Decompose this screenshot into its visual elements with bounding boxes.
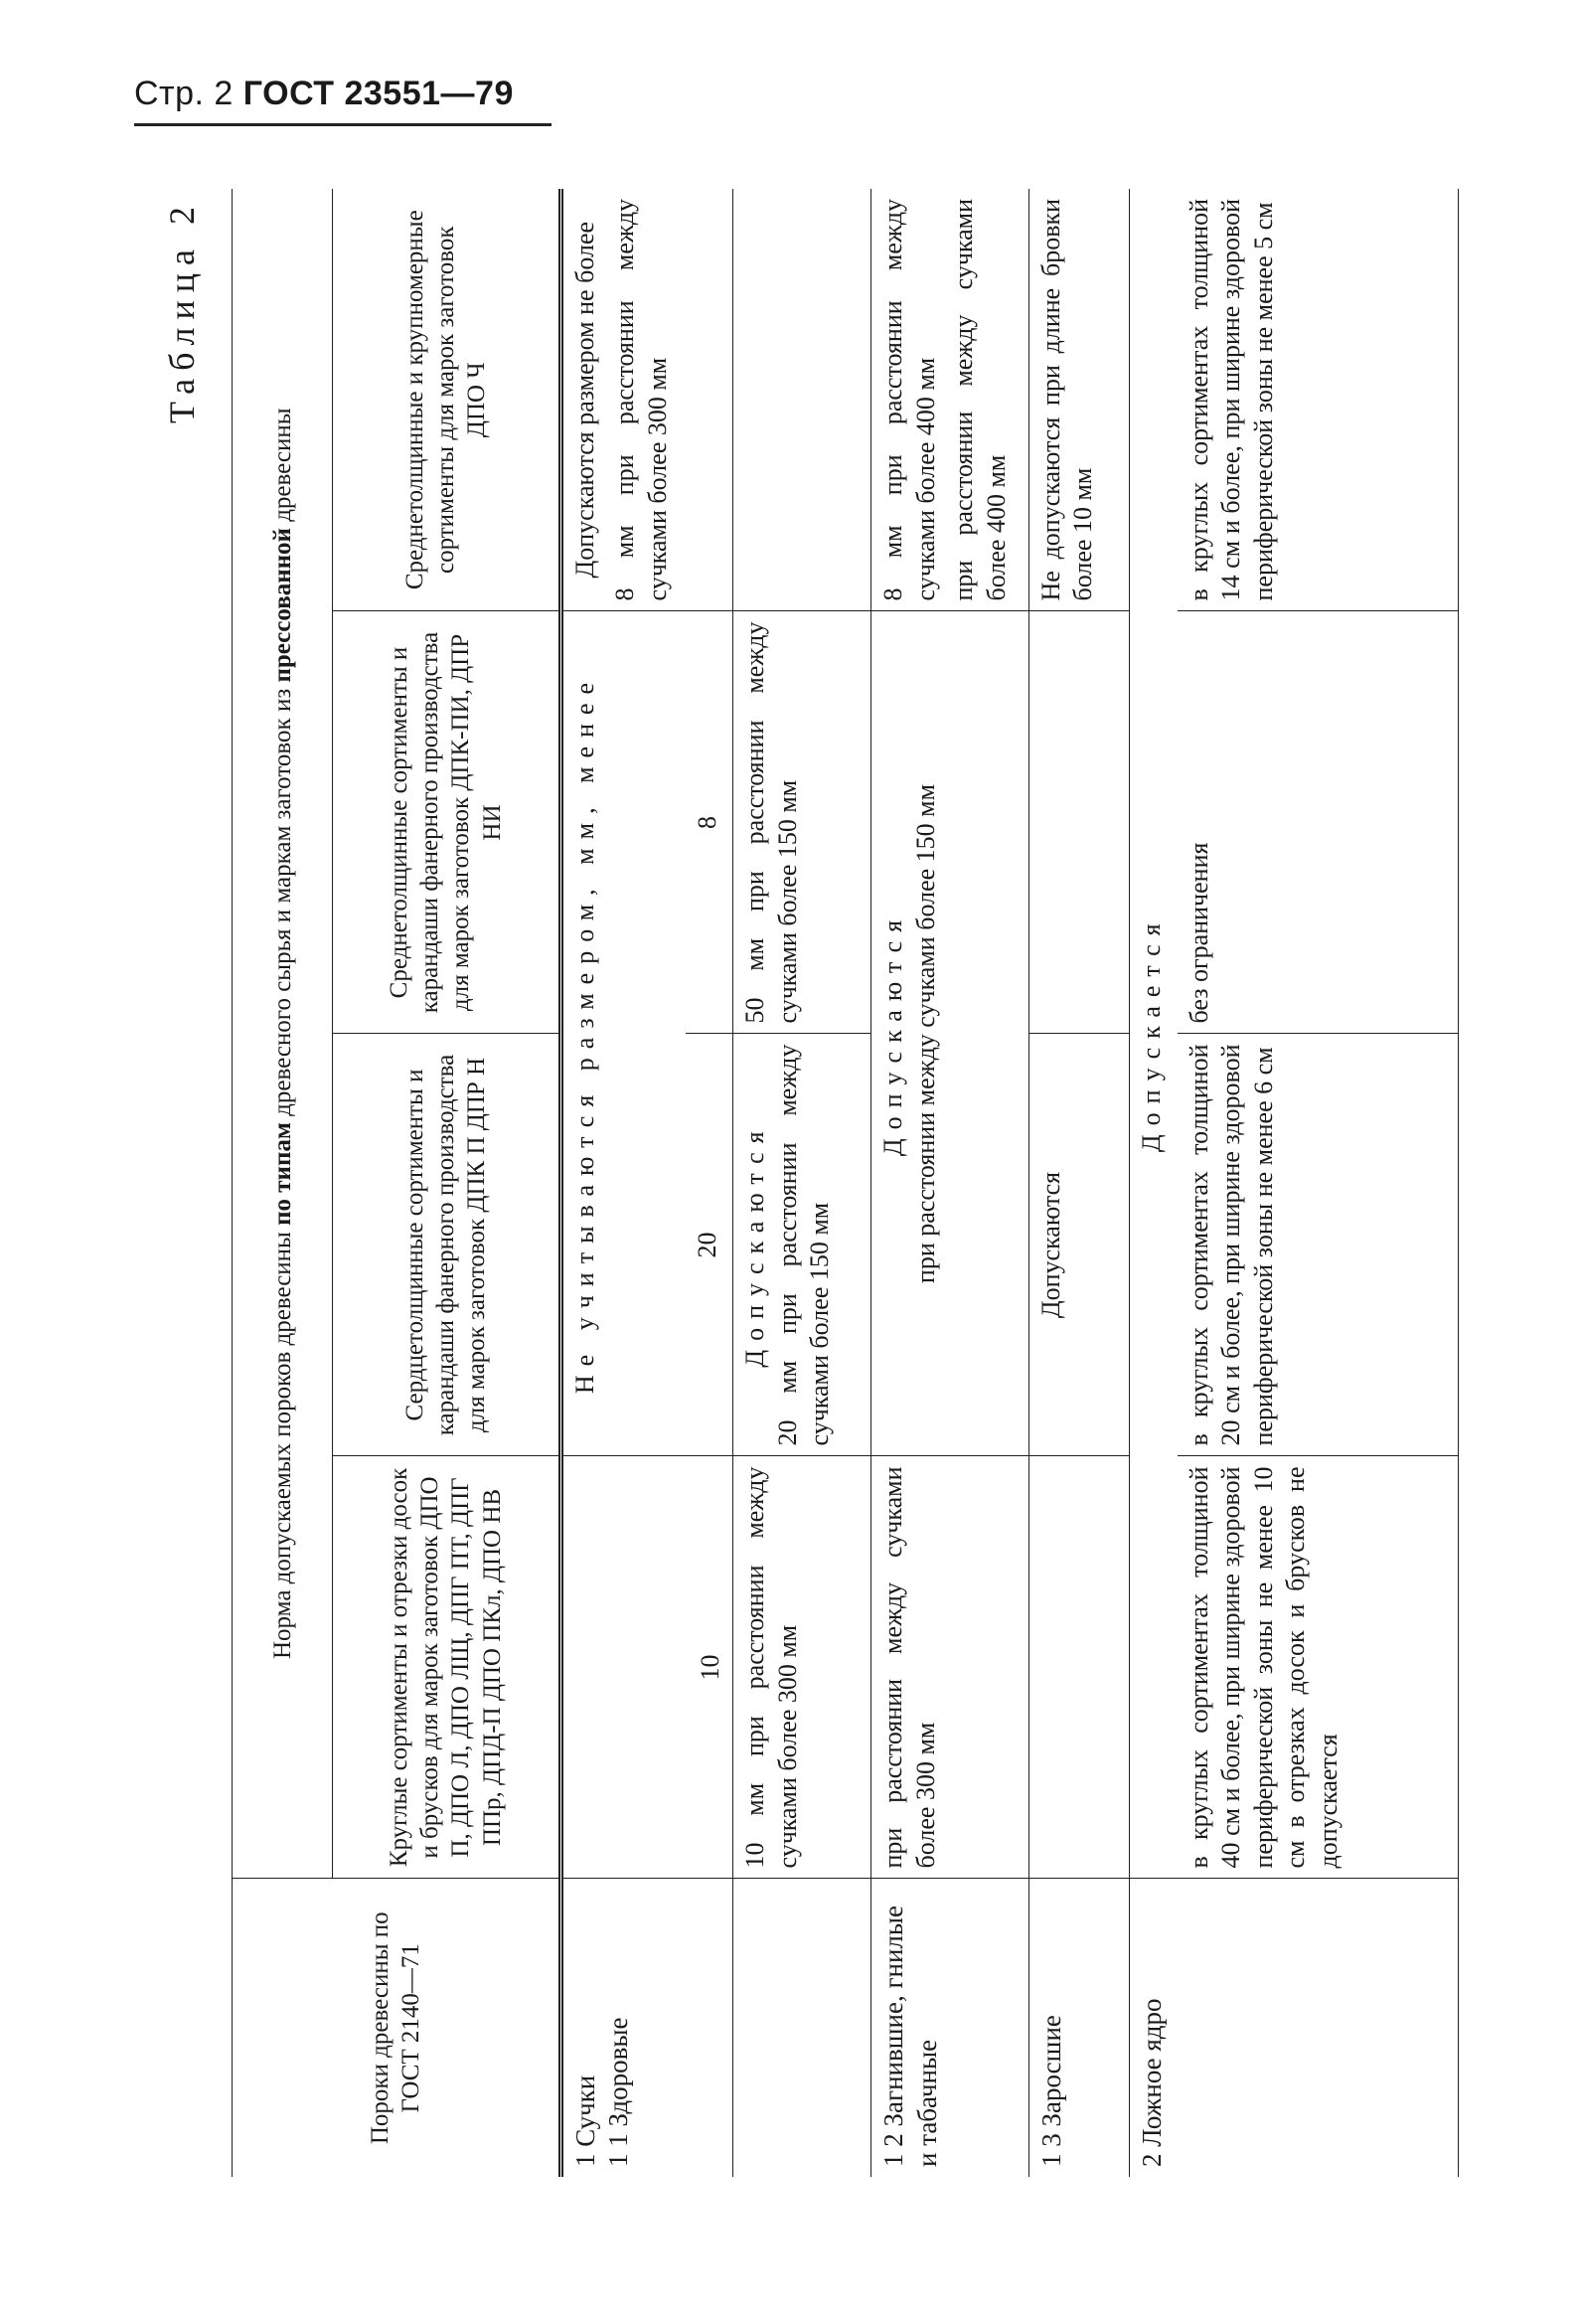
- row-ingrown-knots-label: 1 3 Заросшие: [1028, 1879, 1129, 2177]
- row-knots-allowed-c3: 50 мм при расстоянии между сучками более 150 мм: [733, 611, 871, 1034]
- row-false-heart-c4: в круглых сортиментах толщиной 14 см и более, при ширине здоровой периферической зоны не менее 5 см: [1178, 189, 1459, 611]
- rotated-table-block: [162, 189, 1459, 2177]
- row-knots-allowed-c4: [733, 189, 871, 611]
- row-knots-healthy-c1: 10: [560, 1456, 733, 1879]
- row-ingrown-knots-c2: Допускаются: [1028, 1034, 1129, 1456]
- standard-number: ГОСТ 23551—79: [242, 75, 514, 112]
- header-col4: Среднетолщинные и крупномерные сортименты для марок заготовок ДПО Ч: [333, 189, 560, 611]
- row-false-heart-label: 2 Ложное ядро: [1130, 1879, 1459, 2177]
- table-caption: Таблица 2: [162, 199, 202, 423]
- row-false-heart-c3: без ограничения: [1178, 611, 1459, 1034]
- page-header: [134, 75, 514, 113]
- row-rotten-knots-span: Допускаются при расстоянии между сучками более 150 мм: [871, 611, 1029, 1456]
- row-knots-healthy-span: Не учитываются размером, мм, менее: [560, 611, 686, 1456]
- row-rotten-knots-label: 1 2 Загнившие, гнилые и табачные: [871, 1879, 1029, 2177]
- row-false-heart-c2: в круглых сортиментах толщиной 20 см и более, при ширине здоровой периферической зоны не менее 6 см: [1178, 1034, 1459, 1456]
- header-col3: Среднетолщинные сортименты и карандаши фанерного производства для марок заготовок ДПК-ПИ, ДПР НИ: [333, 611, 560, 1034]
- header-rule: [134, 123, 552, 126]
- row-ingrown-knots-c1: [1028, 1456, 1129, 1879]
- row-knots-allowed-c1: 10 мм при расстоянии между сучками более 300 мм: [733, 1456, 871, 1879]
- row-ingrown-knots-c4: Не допускаются при длине бровки более 10 мм: [1028, 189, 1129, 611]
- row-knots-healthy-c2: 20: [686, 1034, 733, 1456]
- row-false-heart-c1: в круглых сортиментах толщиной 40 см и более, при ширине здоровой периферической зоны не менее 10 см в отрезках досок и брусков не допускается: [1178, 1456, 1459, 1879]
- header-col1: Круглые сортименты и отрезки досок и брусков для марок заготовок ДПО П, ДПО Л, ДПО ЛЩ, ДПГ ПТ, ДПГ ППр, ДПД-П ДПО ПКл, ДПО НВ: [333, 1456, 560, 1879]
- header-defect: Пороки древесины по ГОСТ 2140—71: [233, 1879, 561, 2177]
- row-false-heart-span: Допускается: [1130, 189, 1178, 1879]
- row-knots-healthy-label: 1 Сучки 1 1 Здоровые: [560, 1879, 733, 2177]
- defects-table: [232, 189, 1459, 2177]
- row-rotten-knots-c1: при расстоянии между сучками более 300 мм: [871, 1456, 1029, 1879]
- row-knots-allowed-c2: Допускаются 20 мм при расстоянии между сучками более 150 мм: [733, 1034, 871, 1456]
- row-knots-healthy-c3: 8: [686, 611, 733, 1034]
- page-number: Стр. 2: [134, 75, 234, 112]
- row-rotten-knots-c4: 8 мм при расстоянии между сучками более 400 мм при расстоянии между сучками более 400 мм: [871, 189, 1029, 611]
- header-norm: Норма допускаемых пороков древесины по типам древесного сырья и маркам заготовок из прессованной древесины: [233, 189, 333, 1879]
- row-knots-healthy-c4: Допускаются размером не более 8 мм при расстоянии между сучками более 300 мм: [560, 189, 733, 611]
- row-ingrown-knots-c3: [1028, 611, 1129, 1034]
- row-knots-allowed-label: [733, 1879, 871, 2177]
- header-col2: Сердцетолщинные сортименты и карандаши фанерного производства для марок заготовок ДПК П ДПР Н: [333, 1034, 560, 1456]
